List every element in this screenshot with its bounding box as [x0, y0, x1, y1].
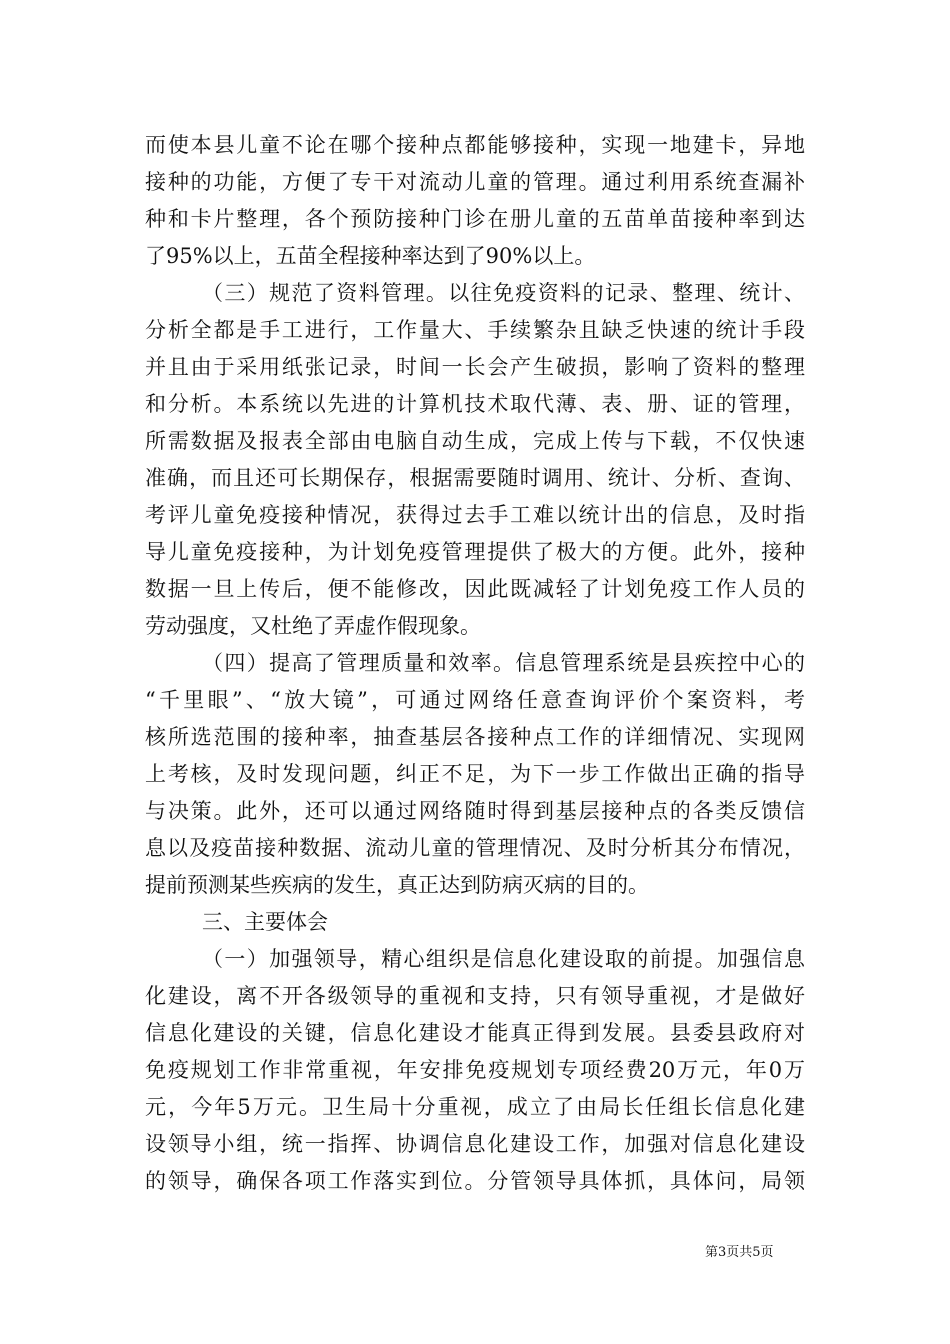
text-line: 和分析。本系统以先进的计算机技术取代薄、表、册、证的管理，: [145, 392, 805, 416]
text-line: 而使本县儿童不论在哪个接种点都能够接种，实现一地建卡，异地: [145, 133, 805, 157]
text-line: 所需数据及报表全部由电脑自动生成，完成上传与下载，不仅快速: [145, 429, 805, 453]
text-line: 的领导，确保各项工作落实到位。分管领导具体抓，具体问，局领: [145, 1169, 805, 1193]
document-body: [145, 127, 805, 1200]
text-line: 与决策。此外，还可以通过网络随时得到基层接种点的各类反馈信: [145, 799, 805, 823]
text-line: “千里眼”、“放大镜”，可通过网络任意查询评价个案资料，考: [145, 688, 805, 712]
text-line: 数据一旦上传后，便不能修改，因此既减轻了计划免疫工作人员的: [145, 577, 805, 601]
text-line: 信息化建设的关键，信息化建设才能真正得到发展。县委县政府对: [145, 1021, 805, 1045]
text-line: 三、主要体会: [202, 910, 328, 934]
text-line: 种和卡片整理，各个预防接种门诊在册儿童的五苗单苗接种率到达: [145, 207, 805, 231]
text-line: 劳动强度，又杜绝了弄虚作假现象。: [145, 614, 481, 638]
text-line: 提前预测某些疾病的发生，真正达到防病灭病的目的。: [145, 873, 649, 897]
text-line: 息以及疫苗接种数据、流动儿童的管理情况、及时分析其分布情况，: [145, 836, 805, 860]
text-line: 准确，而且还可长期保存，根据需要随时调用、统计、分析、查询、: [145, 466, 805, 490]
text-line: 化建设，离不开各级领导的重视和支持，只有领导重视，才是做好: [145, 984, 805, 1008]
text-line: 考评儿童免疫接种情况，获得过去手工难以统计出的信息，及时指: [145, 503, 805, 527]
text-line: 了95%以上，五苗全程接种率达到了90%以上。: [145, 244, 596, 268]
text-line: （四）提高了管理质量和效率。信息管理系统是县疾控中心的: [202, 651, 805, 675]
text-line: （一）加强领导，精心组织是信息化建设取的前提。加强信息: [202, 947, 805, 971]
text-line: 导儿童免疫接种，为计划免疫管理提供了极大的方便。此外，接种: [145, 540, 805, 564]
text-line: 元，今年5万元。卫生局十分重视，成立了由局长任组长信息化建: [145, 1095, 805, 1119]
text-line: 接种的功能，方便了专干对流动儿童的管理。通过利用系统查漏补: [145, 170, 805, 194]
text-line: 并且由于采用纸张记录，时间一长会产生破损，影响了资料的整理: [145, 355, 805, 379]
text-line: 免疫规划工作非常重视，年安排免疫规划专项经费20万元，年0万: [145, 1058, 805, 1082]
text-line: 上考核，及时发现问题，纠正不足，为下一步工作做出正确的指导: [145, 762, 805, 786]
text-line: 设领导小组，统一指挥、协调信息化建设工作，加强对信息化建设: [145, 1132, 805, 1156]
text-line: 核所选范围的接种率，抽查基层各接种点工作的详细情况、实现网: [145, 725, 805, 749]
text-line: （三）规范了资料管理。以往免疫资料的记录、整理、统计、: [202, 281, 805, 305]
text-line: 分析全都是手工进行，工作量大、手续繁杂且缺乏快速的统计手段: [145, 318, 805, 342]
page-number-footer: 第3页共5页: [705, 1245, 774, 1260]
